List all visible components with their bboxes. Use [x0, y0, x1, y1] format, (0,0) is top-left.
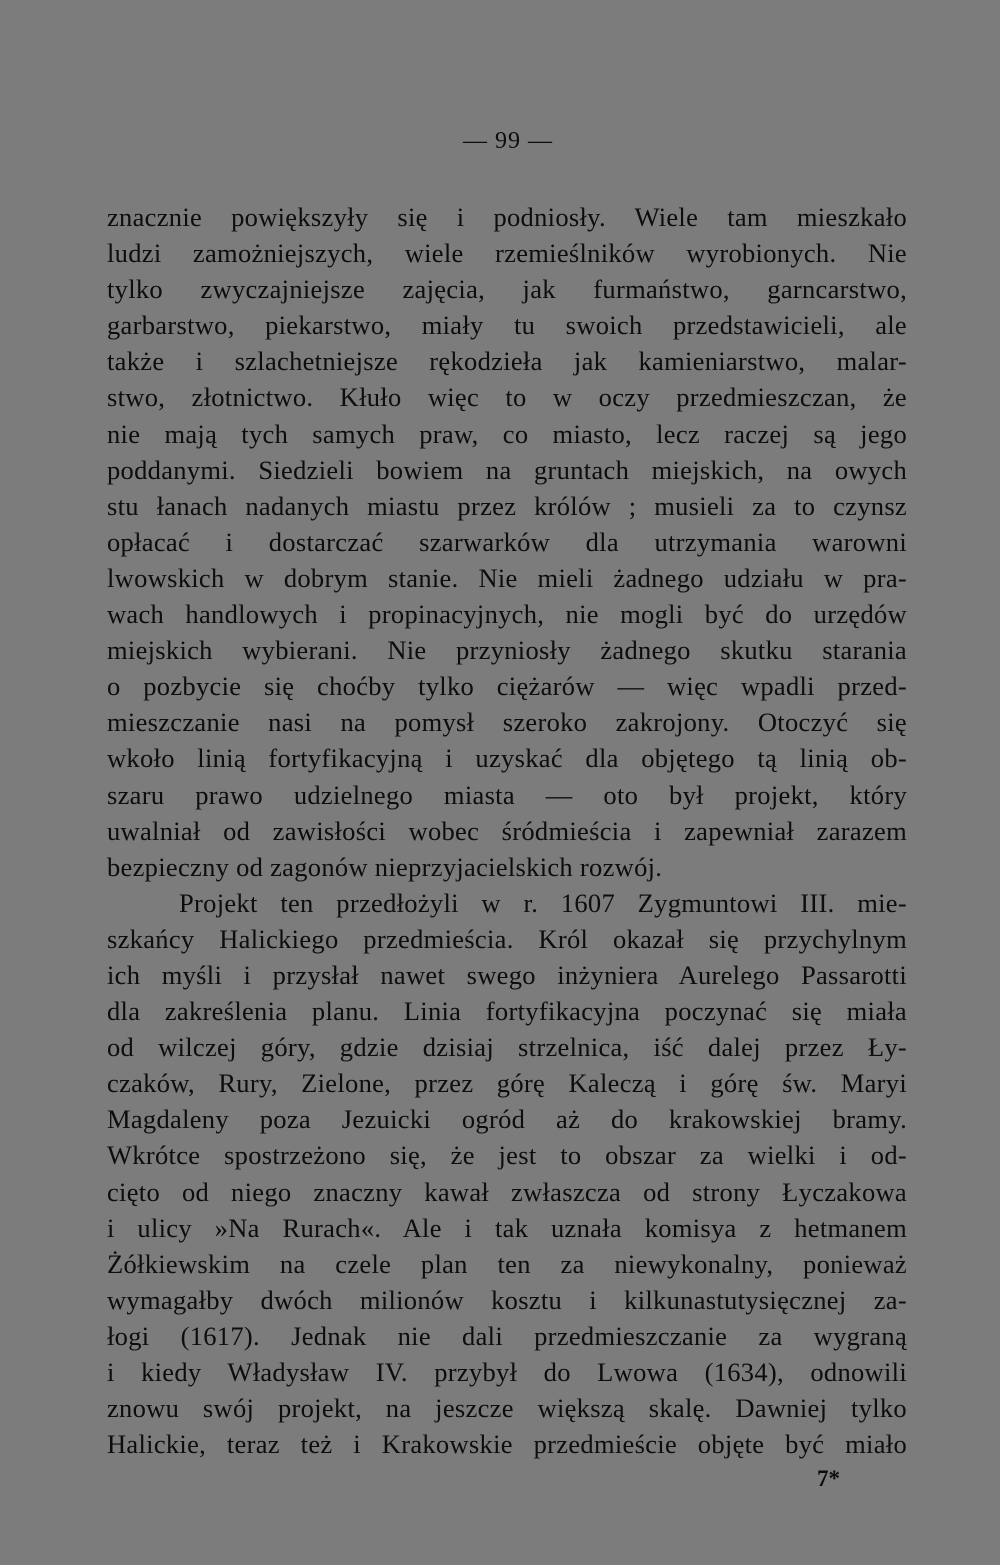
text-line: poddanymi. Siedzieli bowiem na gruntach miejskich, na owych — [107, 454, 907, 485]
page-number: — 99 — — [463, 128, 553, 154]
text-line: uwalniał od zawisłości wobec śródmieścia i zapewniał zarazem — [107, 815, 907, 846]
text-line: ich myśli i przysłał nawet swego inżyniera Aurelego Passarotti — [107, 959, 907, 990]
text-line: cięto od niego znaczny kawał zwłaszcza od strony Łyczakowa — [107, 1176, 907, 1207]
text-line: opłacać i dostarczać szarwarków dla utrzymania warowni — [107, 526, 907, 557]
text-line: Żółkiewskim na czele plan ten za niewykonalny, ponieważ — [107, 1248, 907, 1279]
body-text — [107, 199, 907, 1462]
signature-mark: 7* — [817, 1466, 840, 1491]
text-line: miejskich wybierani. Nie przyniosły żadnego skutku starania — [107, 635, 907, 666]
text-line: i ulicy »Na Rurach«. Ale i tak uznała komisya z hetmanem — [107, 1212, 907, 1243]
text-line: Halickie, teraz też i Krakowskie przedmieście objęte być miało — [107, 1429, 907, 1460]
text-line: stwo, złotnictwo. Kłuło więc to w oczy przedmieszczan, że — [107, 382, 907, 413]
paragraph-end-line: bezpieczny od zagonów nieprzyjacielskich rozwój. — [107, 851, 663, 882]
text-line: wkoło linią fortyfikacyjną i uzyskać dla objętego tą linią ob- — [107, 743, 907, 774]
text-line: tylko zwyczajniejsze zajęcia, jak furmaństwo, garncarstwo, — [107, 274, 907, 305]
text-line: także i szlachetniejsze rękodzieła jak kamieniarstwo, malar- — [107, 346, 907, 377]
text-line: ludzi zamożniejszych, wiele rzemieślników wyrobionych. Nie — [107, 238, 907, 269]
text-line: od wilczej góry, gdzie dzisiaj strzelnica, iść dalej przez Ły- — [107, 1032, 907, 1063]
text-line: garbarstwo, piekarstwo, miały tu swoich przedstawicieli, ale — [107, 310, 907, 341]
text-line: i kiedy Władysław IV. przybył do Lwowa (1634), odnowili — [107, 1357, 907, 1387]
text-line: o pozbycie się choćby tylko ciężarów — więc wpadli przed- — [107, 671, 907, 702]
paragraph-start-line: Projekt ten przedłożyli w r. 1607 Zygmuntowi III. mie- — [179, 887, 907, 918]
text-line: nie mają tych samych praw, co miasto, lecz raczej są jego — [107, 418, 907, 449]
text-line: wach handlowych i propinacyjnych, nie mogli być do urzędów — [107, 599, 907, 630]
text-line: znacznie powiększyły się i podniosły. Wiele tam mieszkało — [107, 202, 907, 232]
text-line: Magdaleny poza Jezuicki ogród aż do krakowskiej bramy. — [107, 1104, 907, 1135]
text-line: łogi (1617). Jednak nie dali przedmieszczanie za wygraną — [107, 1320, 907, 1351]
text-line: znowu swój projekt, na jeszcze większą skalę. Dawniej tylko — [107, 1393, 907, 1424]
text-line: Wkrótce spostrzeżono się, że jest to obszar za wielki i od- — [107, 1140, 907, 1171]
text-line: mieszczanie nasi na pomysł szeroko zakrojony. Otoczyć się — [107, 707, 907, 738]
text-line: wymagałby dwóch milionów kosztu i kilkunastutysięcznej za- — [107, 1284, 907, 1315]
text-line: lwowskich w dobrym stanie. Nie mieli żadnego udziału w pra- — [107, 562, 907, 593]
text-line: czaków, Rury, Zielone, przez górę Kaleczą i górę św. Maryi — [107, 1068, 907, 1099]
text-line: stu łanach nadanych miastu przez królów ; musieli za to czynsz — [107, 490, 907, 521]
text-line: szkańcy Halickiego przedmieścia. Król okazał się przychylnym — [107, 923, 907, 954]
text-line: dla zakreślenia planu. Linia fortyfikacyjna poczynać się miała — [107, 996, 907, 1027]
text-line: szaru prawo udzielnego miasta — oto był projekt, który — [107, 779, 907, 810]
